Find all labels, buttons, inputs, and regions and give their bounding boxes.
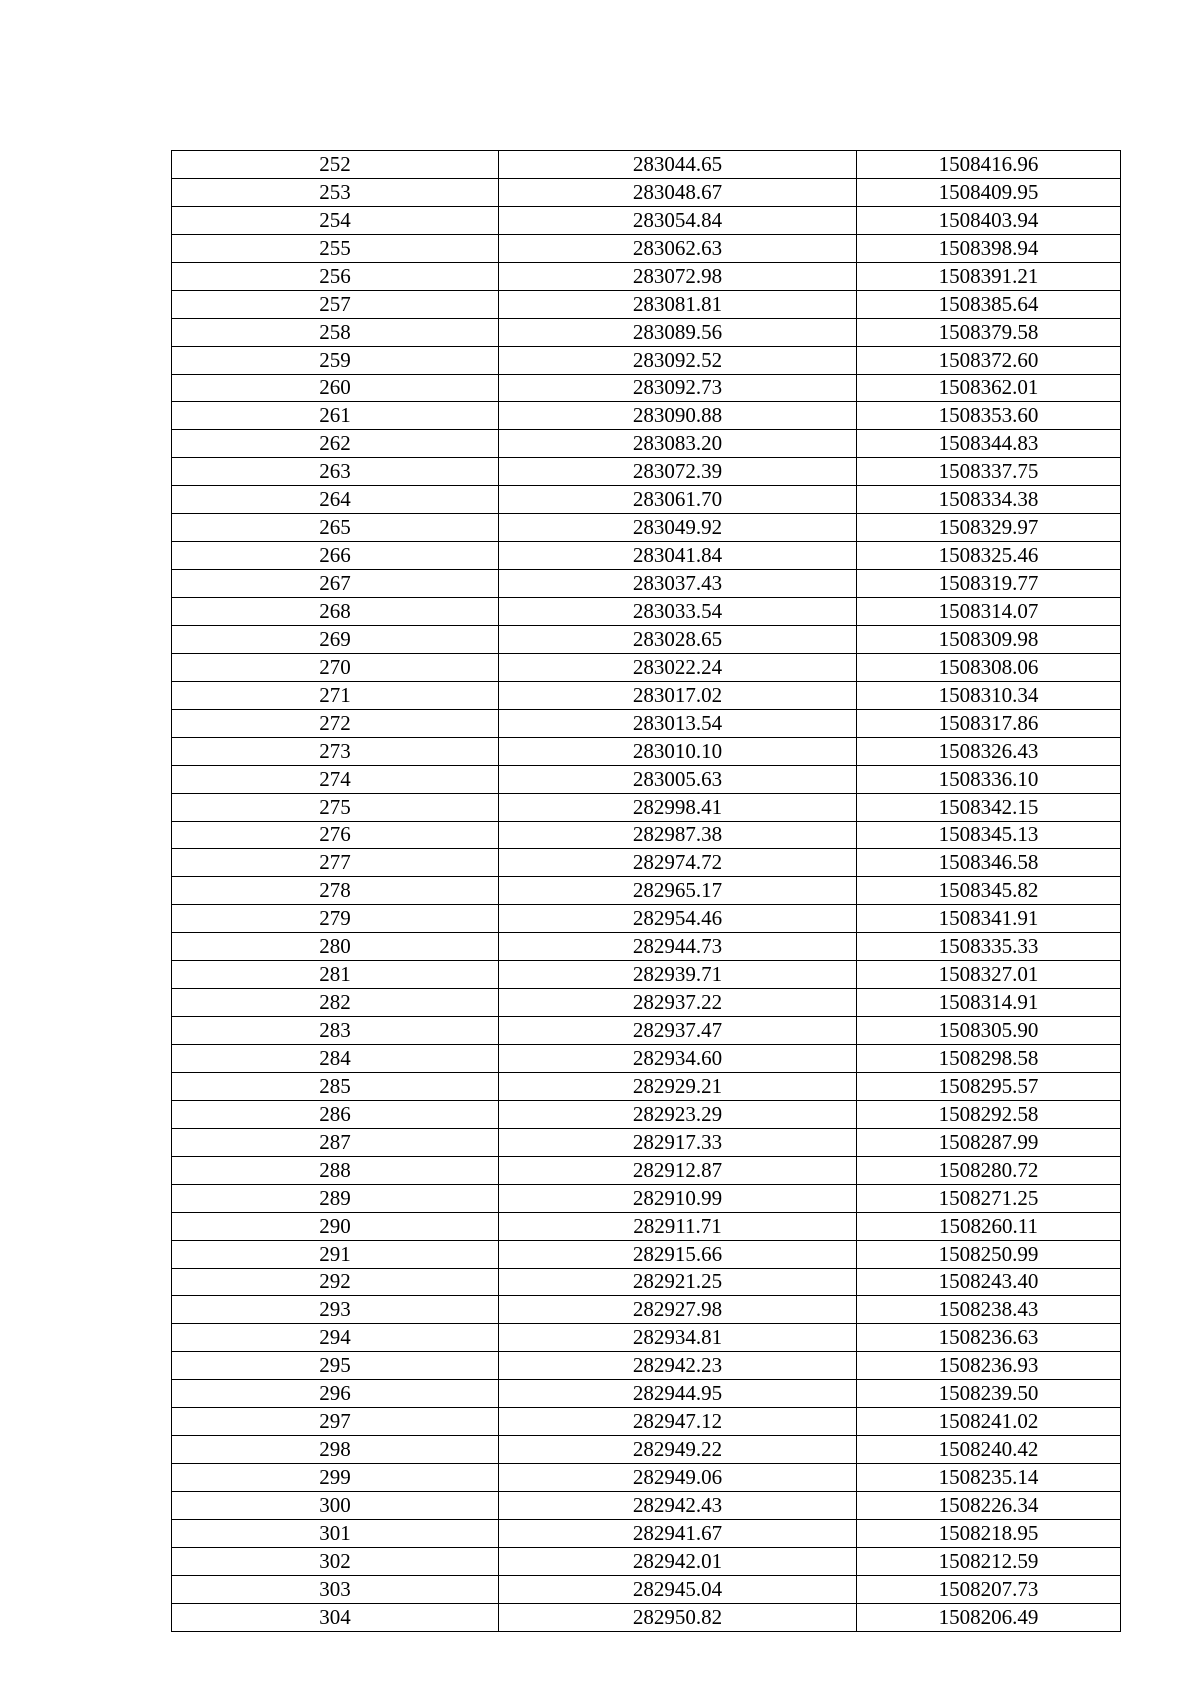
table-row [172,542,1121,570]
x-coordinate-cell: 283061.70 [499,486,857,514]
point-number-cell: 295 [172,1352,499,1380]
x-coordinate-cell: 282939.71 [499,961,857,989]
y-coordinate-cell: 1508280.72 [857,1156,1121,1184]
point-number-cell: 277 [172,849,499,877]
table-row [172,681,1121,709]
point-number-cell: 278 [172,877,499,905]
x-coordinate-cell: 283013.54 [499,709,857,737]
point-number-cell: 301 [172,1519,499,1547]
y-coordinate-cell: 1508239.50 [857,1380,1121,1408]
table-row [172,709,1121,737]
table-row [172,905,1121,933]
x-coordinate-cell: 282911.71 [499,1212,857,1240]
table-row [172,877,1121,905]
y-coordinate-cell: 1508298.58 [857,1045,1121,1073]
x-coordinate-cell: 282917.33 [499,1128,857,1156]
x-coordinate-cell: 282937.47 [499,1017,857,1045]
x-coordinate-cell: 282929.21 [499,1072,857,1100]
point-number-cell: 286 [172,1100,499,1128]
x-coordinate-cell: 283048.67 [499,178,857,206]
table-row [172,653,1121,681]
table-row [172,625,1121,653]
table-row [172,430,1121,458]
point-number-cell: 265 [172,514,499,542]
x-coordinate-cell: 283054.84 [499,206,857,234]
table-row [172,1240,1121,1268]
x-coordinate-cell: 282942.23 [499,1352,857,1380]
y-coordinate-cell: 1508344.83 [857,430,1121,458]
table-row [172,1492,1121,1520]
y-coordinate-cell: 1508250.99 [857,1240,1121,1268]
y-coordinate-cell: 1508235.14 [857,1464,1121,1492]
table-row [172,1324,1121,1352]
y-coordinate-cell: 1508236.63 [857,1324,1121,1352]
y-coordinate-cell: 1508207.73 [857,1575,1121,1603]
table-row [172,1268,1121,1296]
table-row [172,1519,1121,1547]
table-row [172,1212,1121,1240]
point-number-cell: 279 [172,905,499,933]
point-number-cell: 262 [172,430,499,458]
y-coordinate-cell: 1508271.25 [857,1184,1121,1212]
point-number-cell: 276 [172,821,499,849]
x-coordinate-cell: 283022.24 [499,653,857,681]
x-coordinate-cell: 283062.63 [499,234,857,262]
x-coordinate-cell: 283081.81 [499,290,857,318]
table-row [172,793,1121,821]
table-row [172,570,1121,598]
y-coordinate-cell: 1508345.82 [857,877,1121,905]
point-number-cell: 271 [172,681,499,709]
point-number-cell: 284 [172,1045,499,1073]
coordinate-table [171,150,1121,1632]
table-row [172,598,1121,626]
x-coordinate-cell: 283010.10 [499,737,857,765]
point-number-cell: 270 [172,653,499,681]
y-coordinate-cell: 1508319.77 [857,570,1121,598]
x-coordinate-cell: 282934.60 [499,1045,857,1073]
table-row [172,1603,1121,1631]
y-coordinate-cell: 1508391.21 [857,262,1121,290]
y-coordinate-cell: 1508334.38 [857,486,1121,514]
x-coordinate-cell: 283092.52 [499,346,857,374]
point-number-cell: 303 [172,1575,499,1603]
y-coordinate-cell: 1508325.46 [857,542,1121,570]
table-row [172,374,1121,402]
y-coordinate-cell: 1508308.06 [857,653,1121,681]
table-row [172,849,1121,877]
y-coordinate-cell: 1508329.97 [857,514,1121,542]
x-coordinate-cell: 282987.38 [499,821,857,849]
table-row [172,1575,1121,1603]
table-row [172,1547,1121,1575]
point-number-cell: 275 [172,793,499,821]
x-coordinate-cell: 283072.98 [499,262,857,290]
point-number-cell: 290 [172,1212,499,1240]
y-coordinate-cell: 1508238.43 [857,1296,1121,1324]
y-coordinate-cell: 1508326.43 [857,737,1121,765]
y-coordinate-cell: 1508335.33 [857,933,1121,961]
point-number-cell: 283 [172,1017,499,1045]
point-number-cell: 304 [172,1603,499,1631]
point-number-cell: 281 [172,961,499,989]
point-number-cell: 273 [172,737,499,765]
point-number-cell: 256 [172,262,499,290]
point-number-cell: 299 [172,1464,499,1492]
point-number-cell: 291 [172,1240,499,1268]
table-row [172,1017,1121,1045]
x-coordinate-cell: 282954.46 [499,905,857,933]
table-row [172,1156,1121,1184]
table-row [172,290,1121,318]
x-coordinate-cell: 283072.39 [499,458,857,486]
table-row [172,262,1121,290]
point-number-cell: 257 [172,290,499,318]
x-coordinate-cell: 283037.43 [499,570,857,598]
y-coordinate-cell: 1508314.91 [857,989,1121,1017]
x-coordinate-cell: 283089.56 [499,318,857,346]
y-coordinate-cell: 1508416.96 [857,151,1121,179]
point-number-cell: 298 [172,1436,499,1464]
y-coordinate-cell: 1508287.99 [857,1128,1121,1156]
y-coordinate-cell: 1508403.94 [857,206,1121,234]
table-row [172,1464,1121,1492]
y-coordinate-cell: 1508295.57 [857,1072,1121,1100]
table-row [172,1436,1121,1464]
x-coordinate-cell: 282910.99 [499,1184,857,1212]
y-coordinate-cell: 1508206.49 [857,1603,1121,1631]
y-coordinate-cell: 1508336.10 [857,765,1121,793]
y-coordinate-cell: 1508226.34 [857,1492,1121,1520]
table-row [172,1408,1121,1436]
x-coordinate-cell: 282947.12 [499,1408,857,1436]
point-number-cell: 282 [172,989,499,1017]
x-coordinate-cell: 282945.04 [499,1575,857,1603]
y-coordinate-cell: 1508385.64 [857,290,1121,318]
y-coordinate-cell: 1508241.02 [857,1408,1121,1436]
table-row [172,206,1121,234]
table-row [172,961,1121,989]
x-coordinate-cell: 282923.29 [499,1100,857,1128]
point-number-cell: 289 [172,1184,499,1212]
y-coordinate-cell: 1508372.60 [857,346,1121,374]
y-coordinate-cell: 1508236.93 [857,1352,1121,1380]
x-coordinate-cell: 282949.22 [499,1436,857,1464]
table-row [172,1380,1121,1408]
point-number-cell: 280 [172,933,499,961]
point-number-cell: 288 [172,1156,499,1184]
x-coordinate-cell: 282934.81 [499,1324,857,1352]
x-coordinate-cell: 282950.82 [499,1603,857,1631]
y-coordinate-cell: 1508379.58 [857,318,1121,346]
table-row [172,486,1121,514]
y-coordinate-cell: 1508398.94 [857,234,1121,262]
table-row [172,1296,1121,1324]
point-number-cell: 258 [172,318,499,346]
x-coordinate-cell: 283044.65 [499,151,857,179]
x-coordinate-cell: 283017.02 [499,681,857,709]
table-row [172,346,1121,374]
x-coordinate-cell: 282912.87 [499,1156,857,1184]
point-number-cell: 294 [172,1324,499,1352]
x-coordinate-cell: 283033.54 [499,598,857,626]
x-coordinate-cell: 283083.20 [499,430,857,458]
y-coordinate-cell: 1508305.90 [857,1017,1121,1045]
y-coordinate-cell: 1508240.42 [857,1436,1121,1464]
table-row [172,933,1121,961]
table-row [172,1100,1121,1128]
table-row [172,1128,1121,1156]
point-number-cell: 266 [172,542,499,570]
point-number-cell: 296 [172,1380,499,1408]
y-coordinate-cell: 1508218.95 [857,1519,1121,1547]
y-coordinate-cell: 1508327.01 [857,961,1121,989]
table-row [172,402,1121,430]
y-coordinate-cell: 1508362.01 [857,374,1121,402]
point-number-cell: 254 [172,206,499,234]
table-row [172,151,1121,179]
x-coordinate-cell: 282927.98 [499,1296,857,1324]
y-coordinate-cell: 1508292.58 [857,1100,1121,1128]
point-number-cell: 274 [172,765,499,793]
point-number-cell: 269 [172,625,499,653]
point-number-cell: 293 [172,1296,499,1324]
table-row [172,234,1121,262]
x-coordinate-cell: 282944.73 [499,933,857,961]
table-row [172,1184,1121,1212]
table-row [172,765,1121,793]
y-coordinate-cell: 1508317.86 [857,709,1121,737]
x-coordinate-cell: 283092.73 [499,374,857,402]
table-body [172,151,1121,1632]
x-coordinate-cell: 283005.63 [499,765,857,793]
x-coordinate-cell: 283049.92 [499,514,857,542]
point-number-cell: 292 [172,1268,499,1296]
point-number-cell: 264 [172,486,499,514]
point-number-cell: 297 [172,1408,499,1436]
point-number-cell: 287 [172,1128,499,1156]
table-row [172,1352,1121,1380]
table-row [172,1072,1121,1100]
table-row [172,514,1121,542]
point-number-cell: 285 [172,1072,499,1100]
y-coordinate-cell: 1508309.98 [857,625,1121,653]
point-number-cell: 272 [172,709,499,737]
y-coordinate-cell: 1508337.75 [857,458,1121,486]
point-number-cell: 260 [172,374,499,402]
y-coordinate-cell: 1508342.15 [857,793,1121,821]
y-coordinate-cell: 1508345.13 [857,821,1121,849]
x-coordinate-cell: 282974.72 [499,849,857,877]
y-coordinate-cell: 1508260.11 [857,1212,1121,1240]
point-number-cell: 268 [172,598,499,626]
table-row [172,1045,1121,1073]
point-number-cell: 252 [172,151,499,179]
point-number-cell: 261 [172,402,499,430]
x-coordinate-cell: 282942.01 [499,1547,857,1575]
x-coordinate-cell: 282941.67 [499,1519,857,1547]
x-coordinate-cell: 282915.66 [499,1240,857,1268]
table-row [172,178,1121,206]
y-coordinate-cell: 1508346.58 [857,849,1121,877]
table-row [172,737,1121,765]
x-coordinate-cell: 283041.84 [499,542,857,570]
x-coordinate-cell: 283090.88 [499,402,857,430]
y-coordinate-cell: 1508341.91 [857,905,1121,933]
x-coordinate-cell: 282937.22 [499,989,857,1017]
y-coordinate-cell: 1508409.95 [857,178,1121,206]
y-coordinate-cell: 1508243.40 [857,1268,1121,1296]
x-coordinate-cell: 282921.25 [499,1268,857,1296]
y-coordinate-cell: 1508310.34 [857,681,1121,709]
x-coordinate-cell: 282944.95 [499,1380,857,1408]
y-coordinate-cell: 1508353.60 [857,402,1121,430]
table-row [172,821,1121,849]
point-number-cell: 263 [172,458,499,486]
x-coordinate-cell: 282949.06 [499,1464,857,1492]
x-coordinate-cell: 282965.17 [499,877,857,905]
point-number-cell: 267 [172,570,499,598]
x-coordinate-cell: 283028.65 [499,625,857,653]
table-row [172,458,1121,486]
point-number-cell: 253 [172,178,499,206]
y-coordinate-cell: 1508212.59 [857,1547,1121,1575]
x-coordinate-cell: 282942.43 [499,1492,857,1520]
point-number-cell: 300 [172,1492,499,1520]
point-number-cell: 302 [172,1547,499,1575]
table-row [172,318,1121,346]
y-coordinate-cell: 1508314.07 [857,598,1121,626]
table-row [172,989,1121,1017]
point-number-cell: 255 [172,234,499,262]
point-number-cell: 259 [172,346,499,374]
x-coordinate-cell: 282998.41 [499,793,857,821]
